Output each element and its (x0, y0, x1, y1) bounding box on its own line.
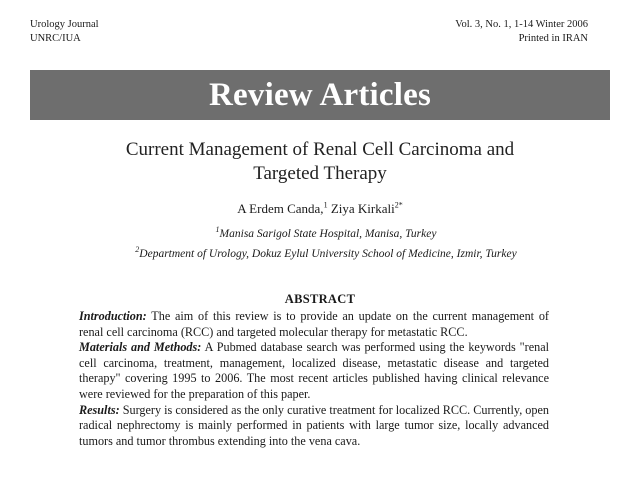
affiliation-1-text: Manisa Sarigol State Hospital, Manisa, Turkey (219, 228, 437, 240)
article-title-line1: Current Management of Renal Cell Carcinoma and (125, 139, 515, 160)
journal-header-right (455, 18, 588, 46)
publisher-name: UNRC/IUA (30, 33, 81, 44)
introduction-label: Introduction: (79, 309, 147, 323)
abstract-methods (79, 340, 549, 402)
section-banner (30, 70, 610, 120)
author-2: Ziya Kirkali (330, 201, 395, 216)
affiliation-1 (6, 225, 640, 240)
journal-header-left (30, 18, 99, 46)
journal-name: Urology Journal (30, 19, 99, 30)
printed-info: Printed in IRAN (518, 33, 588, 44)
affiliation-2 (6, 245, 640, 260)
results-text: Surgery is considered as the only curative treatment for localized RCC. Currently, open radical nephrectomy is mainly performed in patients with large tumor size, locally advanced tumors and tumor thrombus extending into the vena cava. (79, 402, 549, 448)
abstract-heading: ABSTRACT (284, 292, 356, 306)
author-1: A Erdem Canda, (237, 201, 324, 216)
methods-text: A Pubmed database search was performed using the keywords "renal cell carcinoma, treatment, management, localized disease, metastatic disease and targeted therapy" covering 1995 to 2006. The most recent articles published having clinical relevance were reviewed for the preparation of this paper. (79, 340, 550, 401)
affiliation-1-sup: 1 (215, 225, 220, 235)
introduction-text: The aim of this review is to provide an update on the current management of renal cell carcinoma (RCC) and targeted molecular therapy for metastatic RCC. (79, 309, 549, 339)
abstract-body (79, 309, 549, 449)
article-title (0, 138, 640, 186)
results-label: Results: (79, 402, 120, 417)
abstract-introduction (79, 309, 549, 340)
affiliation-2-text: Department of Urology, Dokuz Eylul University School of Medicine, Izmir, Turkey (139, 248, 517, 260)
author-2-sup: 2* (394, 200, 403, 210)
abstract-results (79, 403, 549, 450)
author-1-sup: 1 (323, 200, 328, 210)
methods-label: Materials and Methods: (79, 340, 202, 355)
affiliation-2-sup: 2 (135, 245, 140, 255)
volume-info: Vol. 3, No. 1, 1-14 Winter 2006 (455, 19, 588, 30)
article-title-line2: Targeted Therapy (253, 163, 387, 184)
author-list (0, 201, 640, 217)
section-banner-label: Review Articles (209, 76, 431, 113)
